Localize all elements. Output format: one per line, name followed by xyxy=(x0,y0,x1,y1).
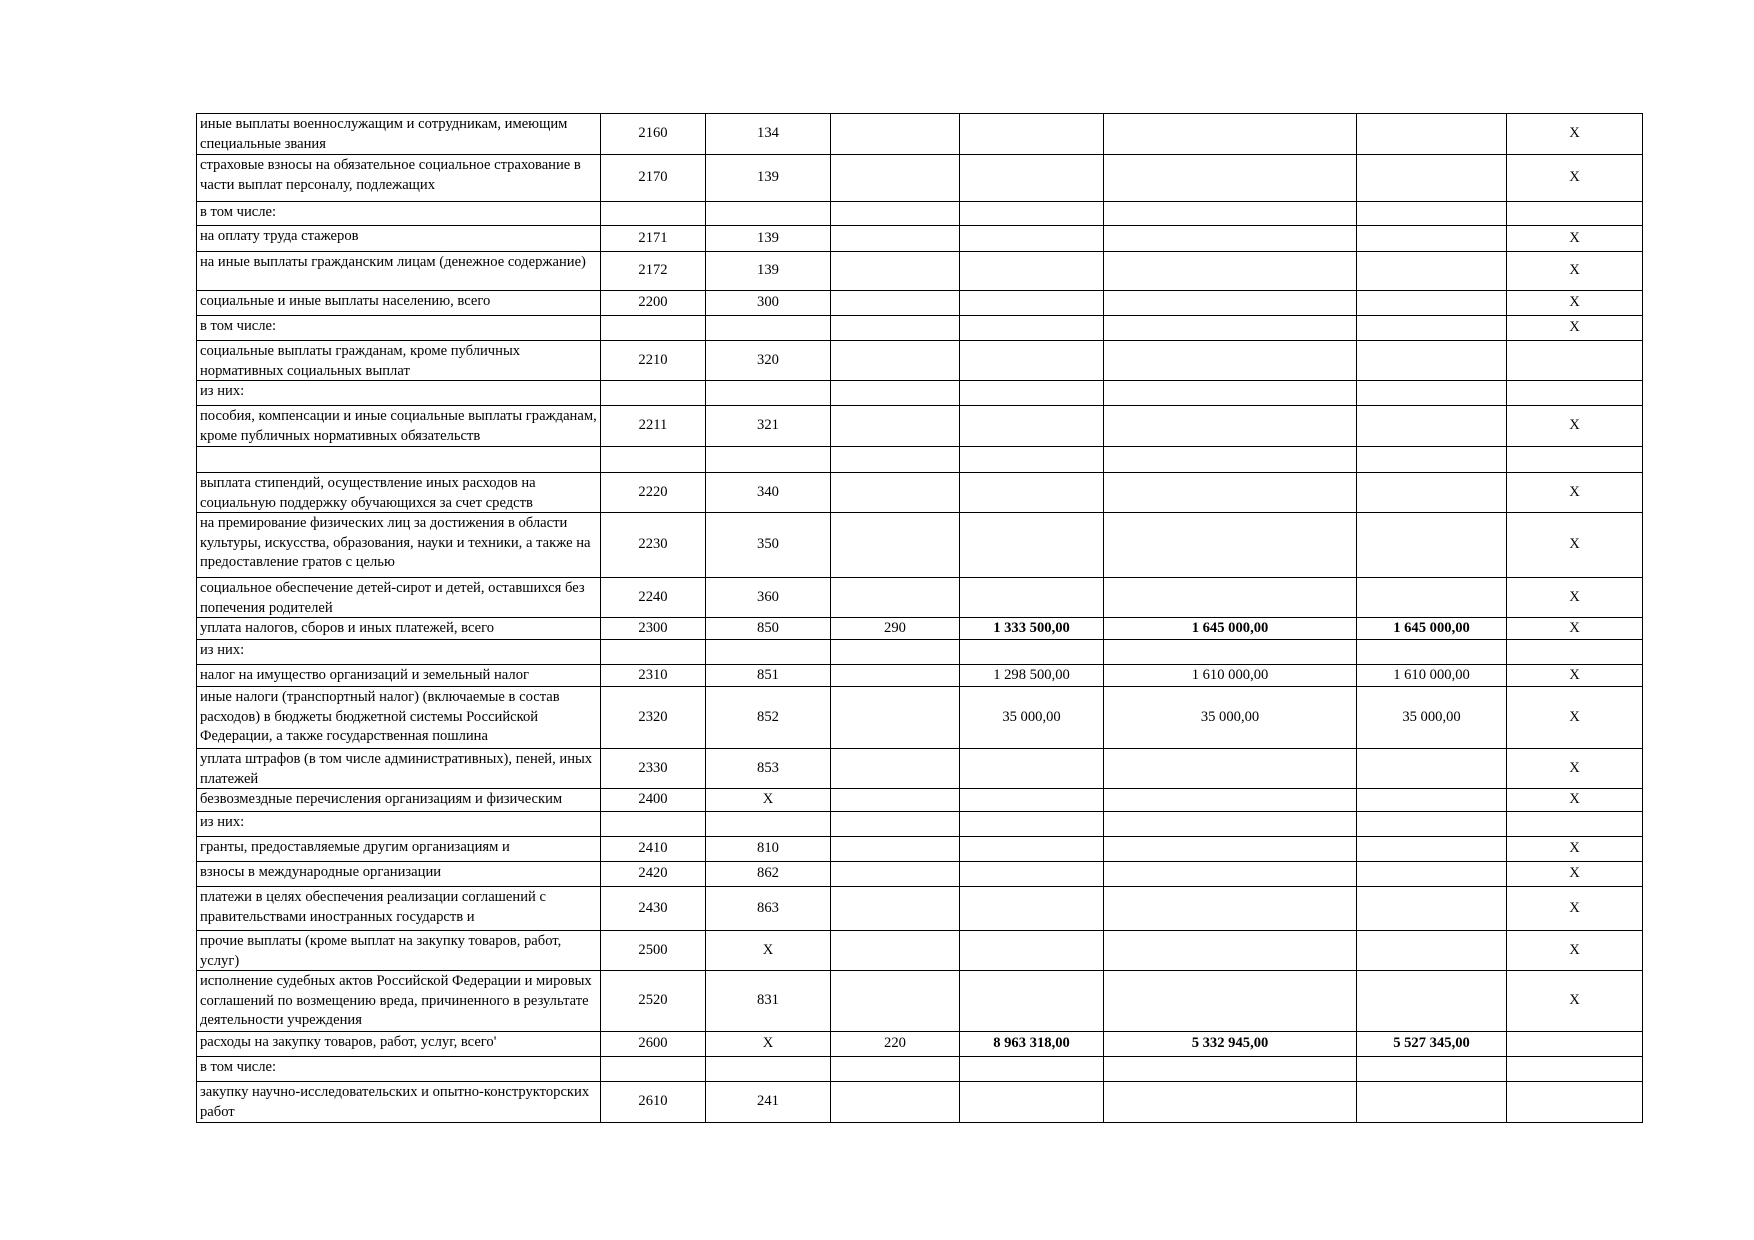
row-name-text: из них: xyxy=(200,642,245,658)
row-col5 xyxy=(960,1057,1104,1082)
row-name-text: гранты, предоставляемые другим организациям и xyxy=(200,839,510,855)
row-kbk: 320 xyxy=(706,341,831,381)
row-name xyxy=(197,226,601,252)
row-col4 xyxy=(831,291,960,316)
row-col6 xyxy=(1104,1082,1357,1123)
row-name xyxy=(197,341,601,381)
row-code xyxy=(601,1057,706,1082)
row-col4 xyxy=(831,837,960,862)
row-name xyxy=(197,447,601,473)
row-col6 xyxy=(1104,114,1357,155)
row-col6 xyxy=(1104,749,1357,789)
row-name xyxy=(197,971,601,1032)
row-col7: 5 527 345,00 xyxy=(1357,1032,1507,1057)
row-name-text: платежи в целях обеспечения реализации соглашений с правительствами иностранных государств и xyxy=(200,889,546,925)
row-col7 xyxy=(1357,887,1507,931)
row-name-text: уплата штрафов (в том числе административных), пеней, иных платежей xyxy=(200,751,593,787)
row-kbk xyxy=(706,316,831,341)
row-kbk: X xyxy=(706,789,831,812)
row-col4 xyxy=(831,316,960,341)
row-kbk xyxy=(706,447,831,473)
row-col4 xyxy=(831,155,960,202)
row-col5 xyxy=(960,640,1104,665)
row-code: 2200 xyxy=(601,291,706,316)
row-name xyxy=(197,665,601,687)
row-col4: 290 xyxy=(831,618,960,640)
table-row xyxy=(197,316,1643,341)
row-col5 xyxy=(960,789,1104,812)
table-row xyxy=(197,687,1643,749)
row-name-text: из них: xyxy=(200,814,245,830)
row-col7 xyxy=(1357,1057,1507,1082)
row-col7 xyxy=(1357,862,1507,887)
row-code xyxy=(601,381,706,406)
table-row xyxy=(197,473,1643,513)
row-col8 xyxy=(1507,341,1643,381)
row-col8: X xyxy=(1507,473,1643,513)
row-col5: 1 333 500,00 xyxy=(960,618,1104,640)
row-kbk: 134 xyxy=(706,114,831,155)
row-name xyxy=(197,252,601,291)
row-col6 xyxy=(1104,862,1357,887)
row-kbk xyxy=(706,202,831,226)
row-col8: X xyxy=(1507,513,1643,578)
row-name-text: в том числе: xyxy=(200,1059,277,1075)
row-code: 2310 xyxy=(601,665,706,687)
row-col5 xyxy=(960,1082,1104,1123)
row-col7 xyxy=(1357,381,1507,406)
row-col6 xyxy=(1104,812,1357,837)
row-col8 xyxy=(1507,1057,1643,1082)
row-col4 xyxy=(831,789,960,812)
row-kbk: 831 xyxy=(706,971,831,1032)
table-row xyxy=(197,971,1643,1032)
row-kbk xyxy=(706,640,831,665)
row-kbk: 350 xyxy=(706,513,831,578)
row-code: 2300 xyxy=(601,618,706,640)
row-code: 2320 xyxy=(601,687,706,749)
row-name-text: налог на имущество организаций и земельный налог xyxy=(200,667,529,683)
row-col4 xyxy=(831,381,960,406)
row-name xyxy=(197,618,601,640)
row-name-text: на премирование физических лиц за достижения в области культуры, искусства, образования, науки и техники, а также на предоставление гратов с целью xyxy=(200,515,591,570)
row-col8: X xyxy=(1507,114,1643,155)
row-name xyxy=(197,931,601,971)
row-col4 xyxy=(831,812,960,837)
table-row xyxy=(197,155,1643,202)
row-col7 xyxy=(1357,513,1507,578)
row-col5 xyxy=(960,812,1104,837)
row-name xyxy=(197,513,601,578)
row-col8: X xyxy=(1507,687,1643,749)
row-col5: 1 298 500,00 xyxy=(960,665,1104,687)
row-name-text: уплата налогов, сборов и иных платежей, всего xyxy=(200,620,494,636)
row-code: 2172 xyxy=(601,252,706,291)
row-col5 xyxy=(960,114,1104,155)
row-name xyxy=(197,687,601,749)
row-col4 xyxy=(831,252,960,291)
row-col8: X xyxy=(1507,316,1643,341)
row-col6 xyxy=(1104,202,1357,226)
row-col4 xyxy=(831,1057,960,1082)
row-code: 2400 xyxy=(601,789,706,812)
row-name-text: из них: xyxy=(200,383,245,399)
row-col7: 1 645 000,00 xyxy=(1357,618,1507,640)
row-col7 xyxy=(1357,316,1507,341)
row-col8 xyxy=(1507,812,1643,837)
row-col8: X xyxy=(1507,887,1643,931)
row-col4 xyxy=(831,578,960,618)
row-col6 xyxy=(1104,381,1357,406)
row-name-text: взносы в международные организации xyxy=(200,864,442,880)
row-col6 xyxy=(1104,473,1357,513)
row-col6 xyxy=(1104,931,1357,971)
table-row xyxy=(197,862,1643,887)
row-name xyxy=(197,812,601,837)
row-kbk: 360 xyxy=(706,578,831,618)
row-name xyxy=(197,862,601,887)
row-col5 xyxy=(960,887,1104,931)
row-col7 xyxy=(1357,931,1507,971)
row-col6 xyxy=(1104,640,1357,665)
table-row xyxy=(197,1057,1643,1082)
row-kbk: 340 xyxy=(706,473,831,513)
table-row xyxy=(197,837,1643,862)
row-name-text: страховые взносы на обязательное социальное страхование в части выплат персоналу, подлежащих xyxy=(200,157,581,193)
row-name xyxy=(197,1057,601,1082)
row-name-text: пособия, компенсации и иные социальные выплаты гражданам, кроме публичных нормативных обязательств xyxy=(200,408,597,444)
row-name xyxy=(197,578,601,618)
row-name-text: расходы на закупку товаров, работ, услуг, всего' xyxy=(200,1034,497,1050)
row-name-text: иные налоги (транспортный налог) (включаемые в состав расходов) в бюджеты бюджетной системы Российской Федерации, а также государственная пошлина xyxy=(200,689,560,744)
row-col5 xyxy=(960,473,1104,513)
row-col4 xyxy=(831,114,960,155)
row-col7 xyxy=(1357,640,1507,665)
row-name-text: на иные выплаты гражданским лицам (денежное содержание) xyxy=(200,254,586,270)
row-name xyxy=(197,789,601,812)
row-name-text: в том числе: xyxy=(200,204,277,220)
row-kbk: 851 xyxy=(706,665,831,687)
row-col4 xyxy=(831,971,960,1032)
row-col7: 1 610 000,00 xyxy=(1357,665,1507,687)
row-col4 xyxy=(831,473,960,513)
row-col4 xyxy=(831,665,960,687)
row-code xyxy=(601,812,706,837)
table-row xyxy=(197,406,1643,447)
row-col7 xyxy=(1357,226,1507,252)
row-name-text: иные выплаты военнослужащим и сотрудникам, имеющим специальные звания xyxy=(200,116,568,152)
row-name-text: на оплату труда стажеров xyxy=(200,228,359,244)
table-row xyxy=(197,381,1643,406)
row-col7: 35 000,00 xyxy=(1357,687,1507,749)
row-kbk: X xyxy=(706,931,831,971)
row-code: 2210 xyxy=(601,341,706,381)
table-row xyxy=(197,291,1643,316)
row-col5 xyxy=(960,341,1104,381)
row-col6: 1 610 000,00 xyxy=(1104,665,1357,687)
row-col7 xyxy=(1357,341,1507,381)
row-col6 xyxy=(1104,578,1357,618)
row-name xyxy=(197,114,601,155)
row-col7 xyxy=(1357,155,1507,202)
row-col8: X xyxy=(1507,931,1643,971)
row-col6 xyxy=(1104,226,1357,252)
row-col4 xyxy=(831,1082,960,1123)
row-col4 xyxy=(831,931,960,971)
table-row xyxy=(197,513,1643,578)
row-col4 xyxy=(831,749,960,789)
table-row xyxy=(197,1082,1643,1123)
budget-table xyxy=(196,113,1643,1123)
row-col7 xyxy=(1357,202,1507,226)
row-code xyxy=(601,202,706,226)
row-col8: X xyxy=(1507,406,1643,447)
row-col6 xyxy=(1104,155,1357,202)
row-col8: X xyxy=(1507,749,1643,789)
row-col5 xyxy=(960,406,1104,447)
row-col8: X xyxy=(1507,971,1643,1032)
row-col8 xyxy=(1507,1032,1643,1057)
row-col4 xyxy=(831,687,960,749)
row-kbk: 241 xyxy=(706,1082,831,1123)
row-name xyxy=(197,837,601,862)
row-col5: 8 963 318,00 xyxy=(960,1032,1104,1057)
row-col8: X xyxy=(1507,837,1643,862)
row-name-text: социальные и иные выплаты населению, всего xyxy=(200,293,491,309)
row-col7 xyxy=(1357,447,1507,473)
row-kbk xyxy=(706,1057,831,1082)
row-code: 2520 xyxy=(601,971,706,1032)
row-col6 xyxy=(1104,837,1357,862)
row-col6: 1 645 000,00 xyxy=(1104,618,1357,640)
row-col6: 35 000,00 xyxy=(1104,687,1357,749)
row-col6 xyxy=(1104,341,1357,381)
table-row xyxy=(197,1032,1643,1057)
row-col6: 5 332 945,00 xyxy=(1104,1032,1357,1057)
row-kbk: 321 xyxy=(706,406,831,447)
row-name-text: закупку научно-исследовательских и опытно-конструкторских работ xyxy=(200,1084,590,1120)
row-code xyxy=(601,640,706,665)
row-kbk: 810 xyxy=(706,837,831,862)
row-name xyxy=(197,749,601,789)
row-col8: X xyxy=(1507,155,1643,202)
row-kbk xyxy=(706,812,831,837)
row-col7 xyxy=(1357,789,1507,812)
row-code: 2420 xyxy=(601,862,706,887)
row-col8: X xyxy=(1507,226,1643,252)
row-kbk: 139 xyxy=(706,155,831,202)
row-col5 xyxy=(960,862,1104,887)
table-row xyxy=(197,202,1643,226)
row-name-text: социальное обеспечение детей-сирот и детей, оставшихся без попечения родителей xyxy=(200,580,585,616)
row-name-text: в том числе: xyxy=(200,318,277,334)
row-name xyxy=(197,155,601,202)
row-kbk: 862 xyxy=(706,862,831,887)
row-col6 xyxy=(1104,971,1357,1032)
row-col5 xyxy=(960,252,1104,291)
row-kbk: 852 xyxy=(706,687,831,749)
row-col8: X xyxy=(1507,618,1643,640)
row-col4 xyxy=(831,406,960,447)
row-col5 xyxy=(960,316,1104,341)
row-name-text: безвозмездные перечисления организациям и физическим xyxy=(200,791,563,807)
row-col7 xyxy=(1357,473,1507,513)
table-row xyxy=(197,226,1643,252)
row-name xyxy=(197,381,601,406)
row-col8: X xyxy=(1507,862,1643,887)
table-row xyxy=(197,887,1643,931)
row-kbk: 853 xyxy=(706,749,831,789)
row-col5 xyxy=(960,447,1104,473)
row-col7 xyxy=(1357,252,1507,291)
row-code: 2171 xyxy=(601,226,706,252)
row-col6 xyxy=(1104,1057,1357,1082)
row-code: 2170 xyxy=(601,155,706,202)
table-row xyxy=(197,252,1643,291)
row-col5 xyxy=(960,837,1104,862)
row-kbk: 850 xyxy=(706,618,831,640)
row-col5 xyxy=(960,971,1104,1032)
row-kbk xyxy=(706,381,831,406)
row-col8 xyxy=(1507,447,1643,473)
row-kbk: 863 xyxy=(706,887,831,931)
row-name xyxy=(197,291,601,316)
row-col7 xyxy=(1357,114,1507,155)
row-col4: 220 xyxy=(831,1032,960,1057)
row-col5 xyxy=(960,155,1104,202)
row-name xyxy=(197,640,601,665)
row-name xyxy=(197,316,601,341)
row-code: 2230 xyxy=(601,513,706,578)
row-col4 xyxy=(831,447,960,473)
row-code: 2610 xyxy=(601,1082,706,1123)
row-name-text: исполнение судебных актов Российской Федерации и мировых соглашений по возмещению вреда, причиненного в результате деятельности учреждения xyxy=(200,973,592,1028)
table-row xyxy=(197,447,1643,473)
row-name xyxy=(197,1082,601,1123)
row-col5 xyxy=(960,202,1104,226)
row-kbk: X xyxy=(706,1032,831,1057)
row-code: 2240 xyxy=(601,578,706,618)
row-col7 xyxy=(1357,812,1507,837)
row-col4 xyxy=(831,513,960,578)
row-kbk: 139 xyxy=(706,226,831,252)
table-row xyxy=(197,640,1643,665)
row-name-text: социальные выплаты гражданам, кроме публичных нормативных социальных выплат xyxy=(200,343,521,379)
row-col4 xyxy=(831,887,960,931)
row-name xyxy=(197,1032,601,1057)
row-col8 xyxy=(1507,1082,1643,1123)
row-col6 xyxy=(1104,406,1357,447)
row-col5 xyxy=(960,749,1104,789)
row-code: 2410 xyxy=(601,837,706,862)
row-col6 xyxy=(1104,291,1357,316)
row-name xyxy=(197,202,601,226)
row-name xyxy=(197,473,601,513)
row-col4 xyxy=(831,226,960,252)
row-col7 xyxy=(1357,1082,1507,1123)
row-col7 xyxy=(1357,291,1507,316)
table-row xyxy=(197,749,1643,789)
table-row xyxy=(197,665,1643,687)
row-name-text: прочие выплаты (кроме выплат на закупку товаров, работ, услуг) xyxy=(200,933,562,969)
row-col5 xyxy=(960,513,1104,578)
row-col5 xyxy=(960,291,1104,316)
row-col6 xyxy=(1104,316,1357,341)
row-col8 xyxy=(1507,202,1643,226)
row-name-text: выплата стипендий, осуществление иных расходов на социальную поддержку обучающихся за счет средств xyxy=(200,475,536,511)
row-col6 xyxy=(1104,513,1357,578)
row-col6 xyxy=(1104,252,1357,291)
table-row xyxy=(197,789,1643,812)
row-col6 xyxy=(1104,789,1357,812)
row-col4 xyxy=(831,202,960,226)
row-col5 xyxy=(960,578,1104,618)
row-code: 2160 xyxy=(601,114,706,155)
row-col4 xyxy=(831,341,960,381)
table-row xyxy=(197,578,1643,618)
row-col8: X xyxy=(1507,291,1643,316)
row-code: 2220 xyxy=(601,473,706,513)
row-col4 xyxy=(831,862,960,887)
row-col7 xyxy=(1357,749,1507,789)
row-col7 xyxy=(1357,406,1507,447)
row-code: 2500 xyxy=(601,931,706,971)
row-code: 2211 xyxy=(601,406,706,447)
row-code: 2430 xyxy=(601,887,706,931)
row-col8: X xyxy=(1507,789,1643,812)
row-col7 xyxy=(1357,837,1507,862)
row-code: 2330 xyxy=(601,749,706,789)
table-row xyxy=(197,618,1643,640)
row-col5 xyxy=(960,381,1104,406)
row-col5 xyxy=(960,931,1104,971)
row-name xyxy=(197,406,601,447)
table-row xyxy=(197,931,1643,971)
row-code xyxy=(601,316,706,341)
row-col5 xyxy=(960,226,1104,252)
row-col8: X xyxy=(1507,252,1643,291)
row-col8: X xyxy=(1507,665,1643,687)
row-col8 xyxy=(1507,381,1643,406)
row-name xyxy=(197,887,601,931)
table-row xyxy=(197,812,1643,837)
row-code xyxy=(601,447,706,473)
row-kbk: 139 xyxy=(706,252,831,291)
row-col4 xyxy=(831,640,960,665)
table-row xyxy=(197,341,1643,381)
row-col6 xyxy=(1104,447,1357,473)
row-kbk: 300 xyxy=(706,291,831,316)
row-col8 xyxy=(1507,640,1643,665)
table-row xyxy=(197,114,1643,155)
row-col8: X xyxy=(1507,578,1643,618)
row-col7 xyxy=(1357,971,1507,1032)
row-col6 xyxy=(1104,887,1357,931)
row-code: 2600 xyxy=(601,1032,706,1057)
row-col5: 35 000,00 xyxy=(960,687,1104,749)
row-col7 xyxy=(1357,578,1507,618)
